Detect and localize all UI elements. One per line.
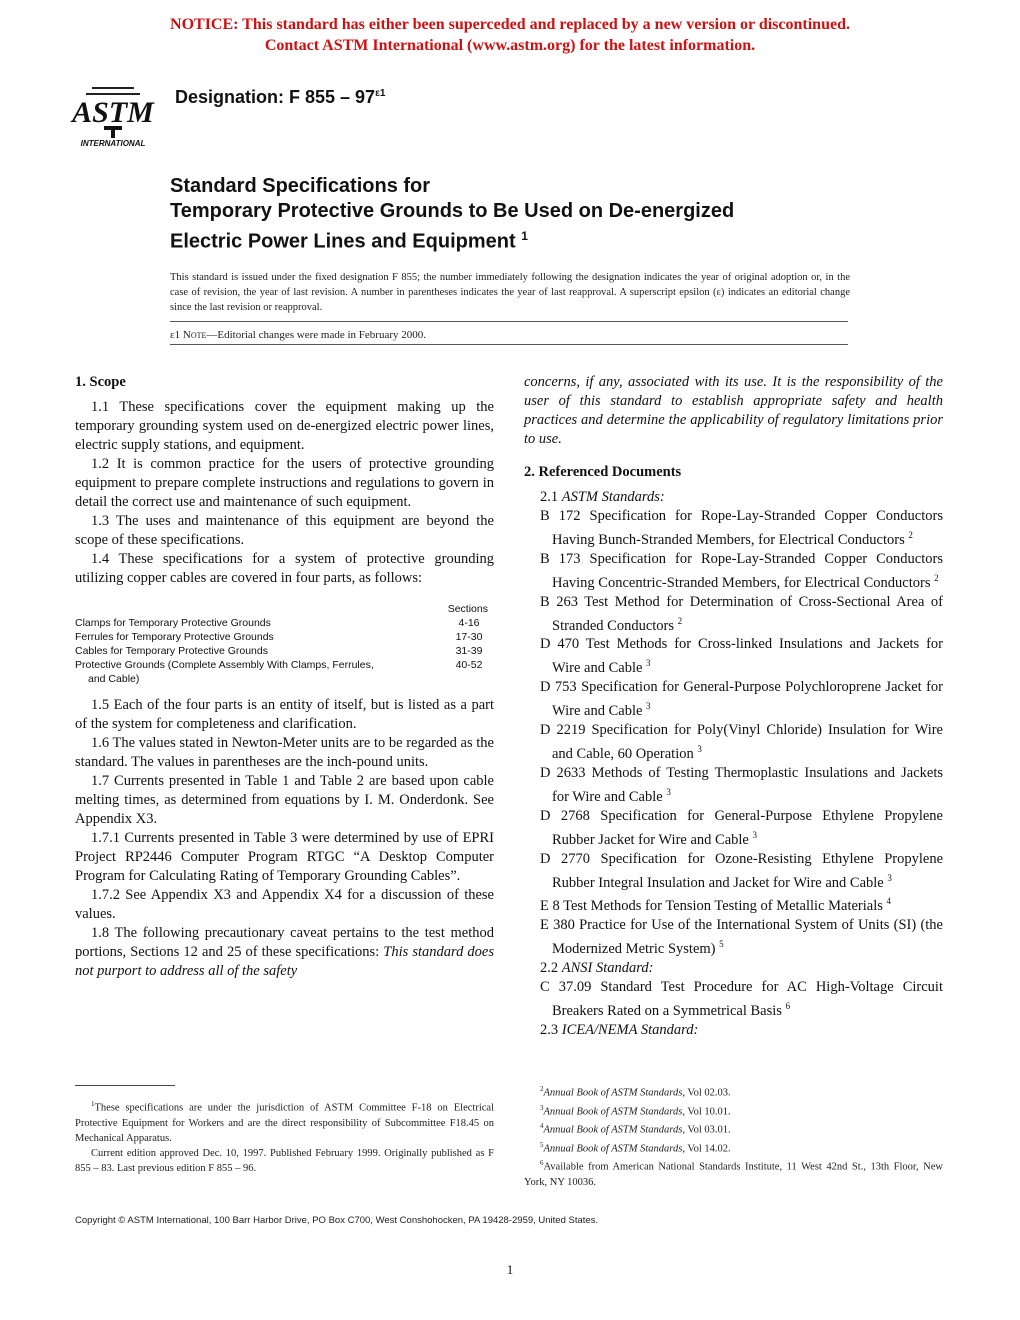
- footnote-1-edition: Current edition approved Dec. 10, 1997. Published February 1999. Originally published as F 855 – 83. Last previous edition F 855 – 96.: [75, 1147, 494, 1174]
- ref-text: E 380 Practice for Use of the International System of Units (SI) (the Modernized Metric System): [540, 917, 943, 958]
- ref-item: [524, 678, 943, 721]
- ansi-standard-label: [524, 959, 943, 978]
- ref-footnote: 3: [646, 701, 651, 712]
- footnote-book: Annual Book of ASTM Standards: [543, 1143, 683, 1154]
- ref-text: D 2770 Specification for Ozone-Resisting Ethylene Propylene Rubber Integral Insulation and Jacket for Wire and Cable: [540, 850, 943, 891]
- sections-header: Sections: [447, 603, 488, 615]
- footnote-5: [524, 1138, 943, 1157]
- safety-caveat-cont: concerns, if any, associated with its use. It is the responsibility of the user of this standard to establish appropriate safety and health practices and determine the applicability of regulatory limitations prior to use.: [524, 374, 943, 447]
- footnote-vol: , Vol 03.01.: [682, 1124, 731, 1136]
- footnote-mark: 4: [540, 1122, 544, 1130]
- ref-footnote: 2: [908, 530, 913, 540]
- ref-footnote: 3: [666, 786, 671, 797]
- ref-footnote: 3: [697, 744, 702, 755]
- label-number: 2.2: [540, 960, 559, 977]
- ref-footnote: 3: [887, 872, 892, 883]
- issuance-statement: This standard is issued under the fixed designation F 855; the number immediately following the designation indicates the year of original adoption or, in the case of revision, the year of last revision. A number in parentheses indicates the year of last reapproval. A superscript epsilon (ε) indicates an editorial change since the last revision or reapproval.: [170, 272, 850, 313]
- footnote-text: Available from American National Standards Institute, 11 West 42nd St., 13th Floor, New York, NY 10036.: [524, 1161, 943, 1188]
- footnote-vol: , Vol 10.01.: [682, 1106, 731, 1117]
- para-1-5: 1.5 Each of the four parts is an entity of itself, but is listed as a part of the system for completeness and clarification.: [75, 697, 494, 732]
- label-text: ANSI Standard:: [561, 960, 654, 977]
- section-range: 4-16: [458, 617, 480, 629]
- footnote-book: Annual Book of ASTM Standards: [543, 1106, 683, 1117]
- section-range: 31-39: [455, 645, 483, 657]
- para-1-8-text: 1.8 The following precautionary caveat pertains to the test method portions, Sections 12 and 25 of these specifications:: [75, 925, 494, 960]
- ref-item: [524, 507, 943, 550]
- section-name: Ferrules for Temporary Protective Grounds: [75, 631, 274, 643]
- notice-line-2: Contact ASTM International (www.astm.org) for the latest information.: [264, 37, 756, 54]
- footnote-mark: 3: [540, 1103, 544, 1112]
- ref-text: D 753 Specification for General-Purpose Polychloroprene Jacket for Wire and Cable: [540, 679, 943, 720]
- footnote-text: These specifications are under the jurisdiction of ASTM Committee F-18 on Electrical Protective Equipment for Workers and are the direct responsibility of Subcommittee F18.45 on Mechanical Apparatus.: [75, 1102, 494, 1144]
- para-1-7-2: 1.7.2 See Appendix X3 and Appendix X4 for a discussion of these values.: [75, 887, 494, 922]
- notice-line-1: NOTICE: This standard has either been superceded and replaced by a new version or discontinued.: [170, 16, 850, 33]
- ref-item: [524, 635, 943, 678]
- ref-item: [524, 916, 943, 959]
- footnote-4: [524, 1119, 943, 1138]
- label-text: ASTM Standards:: [561, 489, 665, 505]
- logo-text: ASTM: [72, 96, 154, 129]
- header-rule-top: [170, 321, 848, 322]
- footnote-vol: , Vol 14.02.: [682, 1143, 731, 1154]
- footnote-book: Annual Book of ASTM Standards: [543, 1087, 683, 1099]
- header-rule-bottom: [170, 344, 848, 345]
- para-1-8: [75, 924, 494, 981]
- label-number: 2.1: [540, 489, 559, 505]
- section-name: Clamps for Temporary Protective Grounds: [75, 617, 271, 629]
- footnote-mark: 5: [540, 1140, 544, 1149]
- ref-text: D 2633 Methods of Testing Thermoplastic Insulations and Jackets for Wire and Cable: [540, 764, 943, 805]
- title-line-3: Electric Power Lines and Equipment: [170, 230, 516, 253]
- footnote-6: [524, 1156, 943, 1190]
- ref-item: [524, 593, 943, 636]
- para-1-6: 1.6 The values stated in Newton-Meter units are to be regarded as the standard. The values in parentheses are the inch-pound units.: [75, 735, 494, 770]
- footnote-2: [524, 1082, 943, 1101]
- document-title: [170, 174, 870, 255]
- astm-standards-label: [524, 488, 943, 507]
- footnote-mark: 1: [91, 1100, 95, 1108]
- left-column: [75, 373, 494, 981]
- footnote-book: Annual Book of ASTM Standards: [543, 1124, 683, 1136]
- footnote-rule-left: [75, 1085, 175, 1086]
- right-column: [524, 373, 943, 1040]
- ref-item: [524, 764, 943, 807]
- footnote-vol: , Vol 02.03.: [682, 1087, 731, 1099]
- ref-text: D 2768 Specification for General-Purpose Ethylene Propylene Rubber Jacket for Wire and Cable: [540, 807, 943, 848]
- edit-note-mark: ε1: [170, 329, 181, 341]
- ref-footnote: 3: [646, 658, 651, 669]
- label-text: ICEA/NEMA Standard:: [561, 1021, 699, 1038]
- ref-item: [524, 807, 943, 850]
- section-name: Cables for Temporary Protective Grounds: [75, 645, 268, 657]
- footnote-mark: 2: [540, 1085, 544, 1093]
- ref-item: [524, 850, 943, 893]
- copyright-line: Copyright © ASTM International, 100 Barr Harbor Drive, PO Box C700, West Conshohocken, PA 19428-2959, United States.: [75, 1215, 599, 1226]
- designation-epsilon: ε1: [375, 88, 386, 99]
- ref-text: B 173 Specification for Rope-Lay-Stranded Copper Conductors Having Concentric-Stranded Members, for Electrical Conductors: [540, 550, 943, 591]
- ref-item: [524, 550, 943, 593]
- edit-note-label: Note: [182, 329, 207, 341]
- ref-footnote: 6: [785, 1001, 791, 1012]
- ref-footnote: 5: [719, 939, 724, 950]
- ref-text: D 2219 Specification for Poly(Vinyl Chloride) Insulation for Wire and Cable, 60 Operation: [540, 722, 943, 762]
- ref-text: C 37.09 Standard Test Procedure for AC High-Voltage Circuit Breakers Rated on a Symmetrical Basis: [540, 979, 943, 1019]
- para-1-1: 1.1 These specifications cover the equipment making up the temporary grounding system used on de-energized electric power lines, electric supply stations, and equipment.: [75, 399, 494, 453]
- para-1-7: 1.7 Currents presented in Table 1 and Table 2 are based upon cable melting times, as determined from equations by I. M. Onderdonk. See Appendix X3.: [75, 773, 494, 827]
- title-footnote-mark: 1: [521, 229, 528, 243]
- icea-standard-label: [524, 1021, 943, 1040]
- section-range: 40-52: [455, 659, 483, 671]
- ref-text: B 263 Test Method for Determination of Cross-Sectional Area of Stranded Conductors: [540, 593, 943, 634]
- logo-subtext: INTERNATIONAL: [80, 139, 146, 148]
- section-range: 17-30: [455, 631, 483, 643]
- sections-row: [75, 644, 494, 658]
- section-name: Protective Grounds (Complete Assembly With Clamps, Ferrules,: [75, 659, 374, 671]
- ref-item: [524, 978, 943, 1021]
- ref-text: E 8 Test Methods for Tension Testing of Metallic Materials: [540, 898, 883, 915]
- safety-caveat-start: This standard does not purport to address all of the safety: [75, 944, 494, 979]
- astm-logo-icon: [64, 78, 162, 150]
- section-name-cont: and Cable): [88, 673, 140, 685]
- para-1-3: 1.3 The uses and maintenance of this equipment are beyond the scope of these specifications.: [75, 513, 494, 548]
- referenced-docs-heading: 2. Referenced Documents: [524, 464, 682, 480]
- footnote-3: [524, 1101, 943, 1120]
- ref-footnote: 4: [886, 896, 892, 907]
- sections-row: [75, 658, 494, 672]
- ref-text: D 470 Test Methods for Cross-linked Insulations and Jackets for Wire and Cable: [540, 636, 943, 677]
- label-number: 2.3: [540, 1021, 559, 1038]
- ref-footnote: 2: [934, 572, 939, 583]
- footnote-1: [75, 1097, 494, 1146]
- para-1-2: 1.2 It is common practice for the users of protective grounding equipment to prepare complete instructions and regulations to govern in detail the correct use and maintenance of such equipment.: [75, 456, 494, 510]
- footnotes-left: [75, 1097, 494, 1176]
- footnotes-right: [524, 1082, 943, 1190]
- edit-note-text: —Editorial changes were made in February 2000.: [206, 329, 426, 341]
- designation-prefix: Designation: F 855 – 97: [175, 87, 376, 107]
- sections-row: [75, 630, 494, 644]
- supersede-notice: [0, 14, 1020, 56]
- astm-logo: [64, 78, 162, 150]
- footnote-mark: 6: [540, 1159, 544, 1167]
- sections-row: [75, 616, 494, 630]
- ref-item: [524, 892, 943, 916]
- sections-table: [75, 602, 494, 686]
- para-1-7-1: 1.7.1 Currents presented in Table 3 were determined by use of EPRI Project RP2446 Computer Program RTGC “A Desktop Computer Program for Calculating Rating of Temporary Grounding Cables”.: [75, 830, 494, 884]
- title-line-2: Temporary Protective Grounds to Be Used on De-energized: [170, 200, 735, 222]
- ref-footnote: 2: [677, 615, 683, 626]
- scope-heading: 1. Scope: [75, 374, 126, 390]
- ref-item: [524, 721, 943, 764]
- page-number: 1: [506, 1262, 514, 1277]
- title-line-1: Standard Specifications for: [170, 175, 431, 197]
- ref-footnote: 3: [752, 829, 757, 840]
- designation: [175, 87, 385, 108]
- ref-text: B 172 Specification for Rope-Lay-Stranded Copper Conductors Having Bunch-Stranded Members, for Electrical Conductors: [540, 508, 943, 548]
- editorial-note: [170, 329, 426, 341]
- para-1-4: 1.4 These specifications for a system of protective grounding utilizing copper cables are covered in four parts, as follows:: [75, 551, 494, 586]
